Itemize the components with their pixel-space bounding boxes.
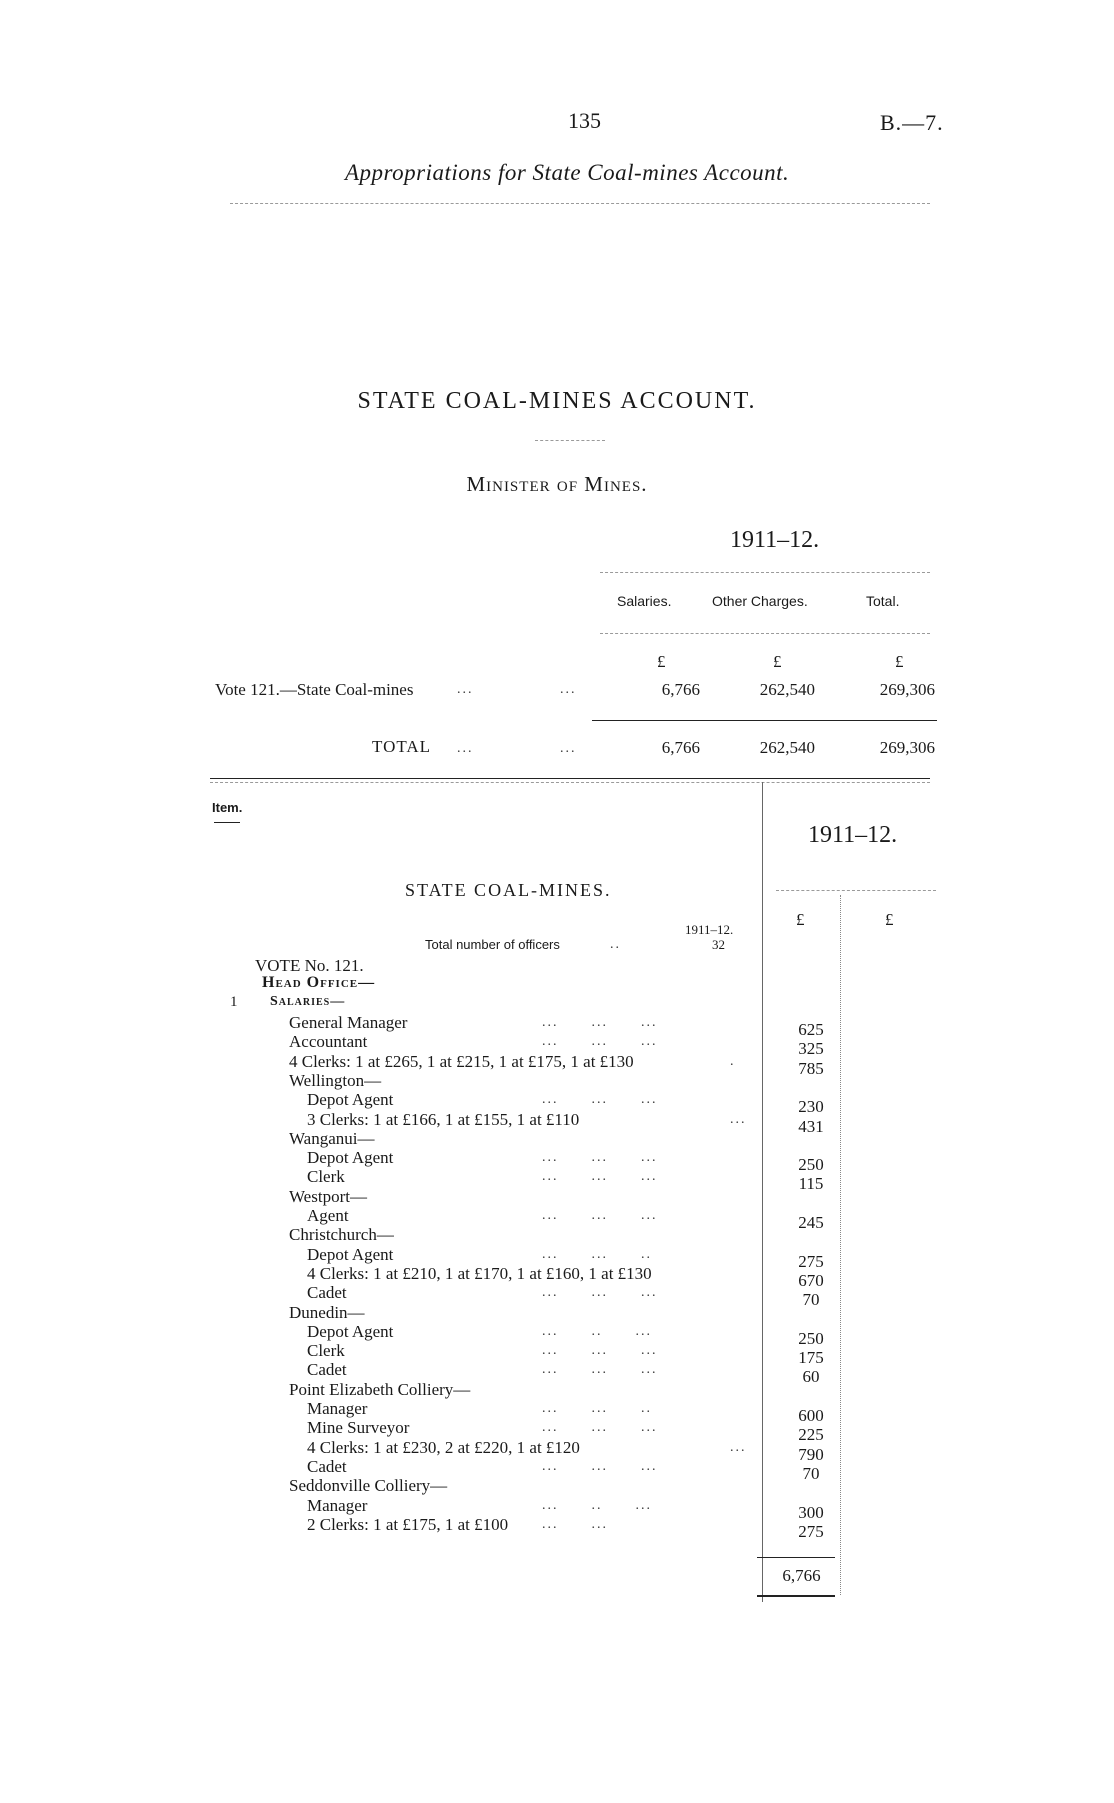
officers-year: 1911–12.	[685, 922, 734, 937]
officers-count: 32	[712, 937, 725, 952]
salary-line-label: Depot Agent	[307, 1090, 394, 1109]
vote-number: VOTE No. 121.	[255, 956, 364, 975]
col-head-other-charges: Other Charges.	[712, 593, 808, 609]
detail-year-rule	[776, 890, 936, 891]
vote-row-other: 262,540	[759, 680, 815, 699]
salary-line-label: Depot Agent	[307, 1245, 394, 1264]
salary-line-amount: 70	[802, 1290, 820, 1309]
salary-line-amount: 670	[798, 1271, 824, 1290]
salary-line-dots: ... ... ...	[542, 1034, 658, 1049]
salary-line-amount: 250	[798, 1329, 824, 1348]
salaries-heading: Salaries—	[270, 994, 346, 1009]
salary-line-label: Wanganui—	[289, 1129, 375, 1148]
header-rule	[230, 203, 930, 204]
officers-dots: ..	[610, 937, 621, 952]
salary-line-label: Cadet	[307, 1283, 347, 1302]
section-divider-2	[210, 782, 930, 783]
salary-line-label: 4 Clerks: 1 at £265, 1 at £215, 1 at £175, 1 at £130	[289, 1052, 634, 1071]
salary-line-dots: ... ...	[542, 1517, 608, 1532]
detail-total: 6,766	[782, 1566, 821, 1585]
total-column-rule	[840, 895, 841, 1595]
salary-line-label: Mine Surveyor	[307, 1418, 410, 1437]
running-title: Appropriations for State Coal-mines Account.	[345, 160, 790, 185]
total-row-total: 269,306	[879, 738, 935, 757]
salary-line-label: Clerk	[307, 1167, 345, 1186]
salary-line-dots: ... ... ...	[542, 1150, 658, 1165]
salary-line-label: Clerk	[307, 1341, 345, 1360]
salary-line-amount: 275	[798, 1522, 824, 1541]
col-head-salaries: Salaries.	[617, 593, 672, 609]
page-title: STATE COAL-MINES ACCOUNT.	[357, 388, 757, 414]
salary-line-label: 2 Clerks: 1 at £175, 1 at £100	[307, 1515, 509, 1534]
detail-currency-2: £	[885, 910, 894, 929]
amount-column-rule	[762, 782, 763, 1602]
salary-line-label: Agent	[307, 1206, 349, 1225]
salary-line-label: 4 Clerks: 1 at £210, 1 at £170, 1 at £160, 1 at £130	[307, 1264, 652, 1283]
salary-line-amount: 175	[798, 1348, 824, 1367]
item-heading: Item.	[212, 800, 243, 815]
currency-total: £	[895, 652, 904, 671]
total-row-salaries: 6,766	[661, 738, 700, 757]
salary-line-amount: 60	[802, 1367, 820, 1386]
section-divider	[210, 778, 930, 779]
salary-line-amount: 790	[798, 1445, 824, 1464]
salary-line-amount: 70	[802, 1464, 820, 1483]
salary-line-label: Wellington—	[289, 1071, 382, 1090]
item-heading-rule	[214, 822, 240, 823]
head-office-heading: Head Office—	[262, 974, 376, 991]
total-row-other: 262,540	[759, 738, 815, 757]
summary-sum-rule	[592, 720, 937, 721]
salary-line-dots: ... ... ...	[542, 1459, 658, 1474]
salary-line-label: Depot Agent	[307, 1322, 394, 1341]
salary-line-amount: 250	[798, 1155, 824, 1174]
salary-line-dots: ... .. ...	[542, 1498, 652, 1513]
currency-salaries: £	[657, 652, 666, 671]
salary-line-dots: ... ... ...	[542, 1208, 658, 1223]
salary-line-dots: ... ... ..	[542, 1401, 652, 1416]
section-title: STATE COAL-MINES.	[405, 880, 612, 900]
vote-row-label: Vote 121.—State Coal-mines	[215, 680, 414, 699]
salary-line-amount: 225	[798, 1425, 824, 1444]
detail-sum-rule	[757, 1557, 835, 1558]
col-head-rule	[600, 633, 930, 634]
salary-line-label: Cadet	[307, 1360, 347, 1379]
minister-heading: Minister of Mines.	[466, 472, 648, 496]
salary-line-dots: ... ... ..	[542, 1247, 652, 1262]
salary-line-amount: 625	[798, 1020, 824, 1039]
salary-line-dots: ... ... ...	[542, 1169, 658, 1184]
salary-line-amount: 785	[798, 1059, 824, 1078]
salary-line-amount: 275	[798, 1252, 824, 1271]
officers-label: Total number of officers	[425, 937, 560, 952]
salary-line-dots: ... ... ...	[542, 1285, 658, 1300]
item-number: 1	[230, 994, 238, 1010]
salary-line-amount: 325	[798, 1039, 824, 1058]
salary-line-label: Westport—	[289, 1187, 367, 1206]
salary-line-label: 3 Clerks: 1 at £166, 1 at £155, 1 at £110	[307, 1110, 580, 1129]
detail-currency-1: £	[796, 910, 805, 929]
salary-line-label: Manager	[307, 1496, 368, 1515]
salary-line-amount: 600	[798, 1406, 824, 1425]
salary-line-dots: ... ... ...	[542, 1362, 658, 1377]
salary-line-amount: 115	[798, 1174, 824, 1193]
salary-line-dots: ... ... ...	[542, 1420, 658, 1435]
vote-row-dots-2: ...	[560, 682, 577, 697]
salary-line-label: Point Elizabeth Colliery—	[289, 1380, 471, 1399]
salary-line-dots: ... .. ...	[542, 1324, 652, 1339]
vote-row-dots-1: ...	[457, 682, 474, 697]
salary-line-label: Accountant	[289, 1032, 368, 1051]
currency-other: £	[773, 652, 782, 671]
salary-line-dots: ...	[730, 1112, 747, 1127]
salary-line-amount: 300	[798, 1503, 824, 1522]
vote-row-total: 269,306	[879, 680, 935, 699]
salary-line-dots: ... ... ...	[542, 1015, 658, 1030]
vote-row-salaries: 6,766	[661, 680, 700, 699]
salary-line-label: Cadet	[307, 1457, 347, 1476]
salary-line-amount: 245	[798, 1213, 824, 1232]
salary-line-dots: ...	[730, 1440, 747, 1455]
title-rule	[535, 440, 605, 441]
salary-line-label: Manager	[307, 1399, 368, 1418]
salary-line-label: General Manager	[289, 1013, 408, 1032]
total-row-dots-1: ...	[457, 741, 474, 756]
salary-line-label: Depot Agent	[307, 1148, 394, 1167]
salary-line-label: Dunedin—	[289, 1303, 365, 1322]
salary-line-label: Seddonville Colliery—	[289, 1476, 448, 1495]
salary-line-label: 4 Clerks: 1 at £230, 2 at £220, 1 at £120	[307, 1438, 580, 1457]
document-reference: B.—7.	[880, 110, 944, 135]
salary-line-label: Christchurch—	[289, 1225, 394, 1244]
page-number: 135	[568, 108, 601, 133]
salary-line-dots: .	[730, 1054, 736, 1069]
col-head-total: Total.	[866, 593, 900, 609]
salary-line-dots: ... ... ...	[542, 1092, 658, 1107]
salary-line-dots: ... ... ...	[542, 1343, 658, 1358]
summary-year: 1911–12.	[730, 527, 820, 553]
salary-line-amount: 230	[798, 1097, 824, 1116]
detail-year: 1911–12.	[808, 822, 898, 848]
salary-line-amount: 431	[798, 1117, 824, 1136]
total-row-dots-2: ...	[560, 741, 577, 756]
summary-year-rule	[600, 572, 930, 573]
total-row-label: TOTAL	[372, 737, 432, 756]
detail-total-rule	[757, 1595, 835, 1597]
